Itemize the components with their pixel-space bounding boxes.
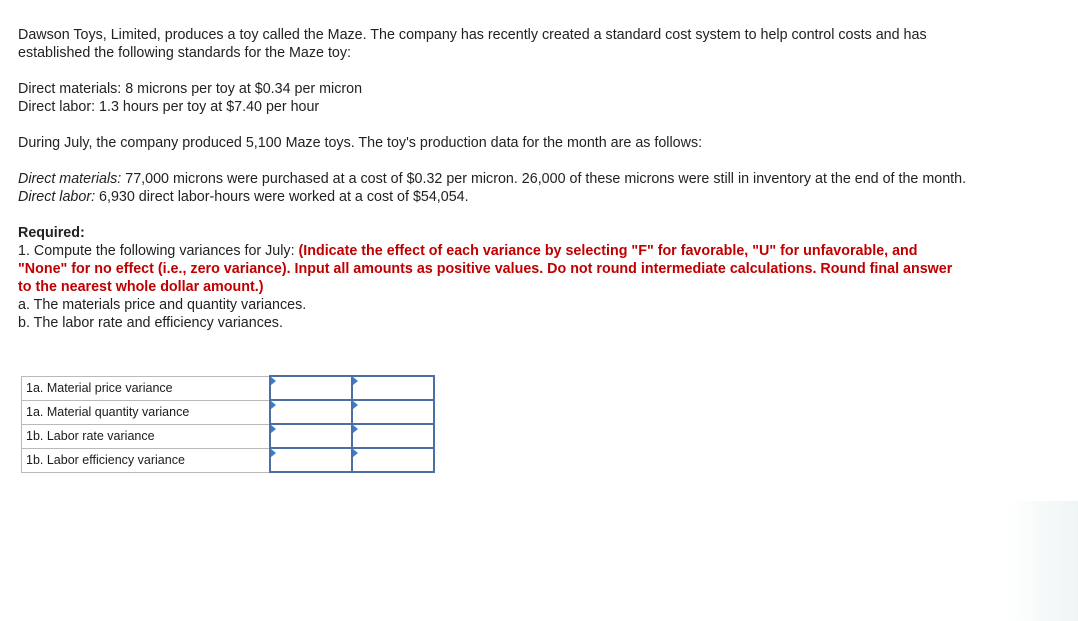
variance-table: [21, 375, 435, 473]
intro-paragraph: Dawson Toys, Limited, produces a toy called the Maze. The company has recently created a standard cost system to help control costs and has established the following standards for the Maze toy:: [18, 27, 927, 61]
materials-data-label: Direct materials:: [18, 171, 122, 187]
dropdown-marker-icon: [271, 401, 276, 409]
materials-data-text: 77,000 microns were purchased at a cost of $0.32 per micron. 26,000 of these microns were still in inventory at the end of the month.: [121, 171, 967, 187]
effect-select[interactable]: [352, 376, 434, 400]
dropdown-marker-icon: [271, 377, 276, 385]
table-row: [22, 376, 435, 400]
standard-labor: Direct labor: 1.3 hours per toy at $7.40 per hour: [18, 99, 320, 115]
row-label: 1b. Labor rate variance: [22, 424, 271, 448]
labor-data-text: 6,930 direct labor-hours were worked at a cost of $54,054.: [95, 189, 469, 205]
question-1-lead: 1. Compute the following variances for July:: [18, 243, 299, 259]
background-shade: [1008, 501, 1078, 621]
production-paragraph: During July, the company produced 5,100 Maze toys. The toy's production data for the month are as follows:: [18, 135, 703, 151]
row-label: 1a. Material quantity variance: [22, 400, 271, 424]
question-1: [18, 242, 968, 296]
amount-input[interactable]: [270, 448, 352, 472]
required-heading: Required:: [18, 225, 85, 241]
problem-text: [18, 26, 968, 332]
effect-select[interactable]: [352, 448, 434, 472]
question-b: b. The labor rate and efficiency variances.: [18, 315, 283, 331]
effect-select[interactable]: [352, 424, 434, 448]
amount-input[interactable]: [270, 400, 352, 424]
row-label: 1b. Labor efficiency variance: [22, 448, 271, 472]
table-row: [22, 400, 435, 424]
materials-data: [18, 170, 968, 188]
question-1-instruction: (Indicate the effect of each variance by selecting "F" for favorable, "U" for unfavorable, and "None" for no effect (i.e., zero variance). Input all amounts as positive values. Do not round intermediate calculations. Round final answer to the nearest whole dollar amount.): [18, 243, 953, 295]
labor-data-label: Direct labor:: [18, 189, 96, 205]
table-row: [22, 448, 435, 472]
dropdown-marker-icon: [271, 425, 276, 433]
dropdown-marker-icon: [353, 449, 358, 457]
dropdown-marker-icon: [353, 401, 358, 409]
row-label: 1a. Material price variance: [22, 376, 271, 400]
dropdown-marker-icon: [353, 377, 358, 385]
dropdown-marker-icon: [353, 425, 358, 433]
effect-select[interactable]: [352, 400, 434, 424]
amount-input[interactable]: [270, 376, 352, 400]
dropdown-marker-icon: [271, 449, 276, 457]
table-row: [22, 424, 435, 448]
amount-input[interactable]: [270, 424, 352, 448]
standard-materials: Direct materials: 8 microns per toy at $0.34 per micron: [18, 81, 363, 97]
labor-data: [18, 188, 968, 206]
question-a: a. The materials price and quantity variances.: [18, 297, 307, 313]
